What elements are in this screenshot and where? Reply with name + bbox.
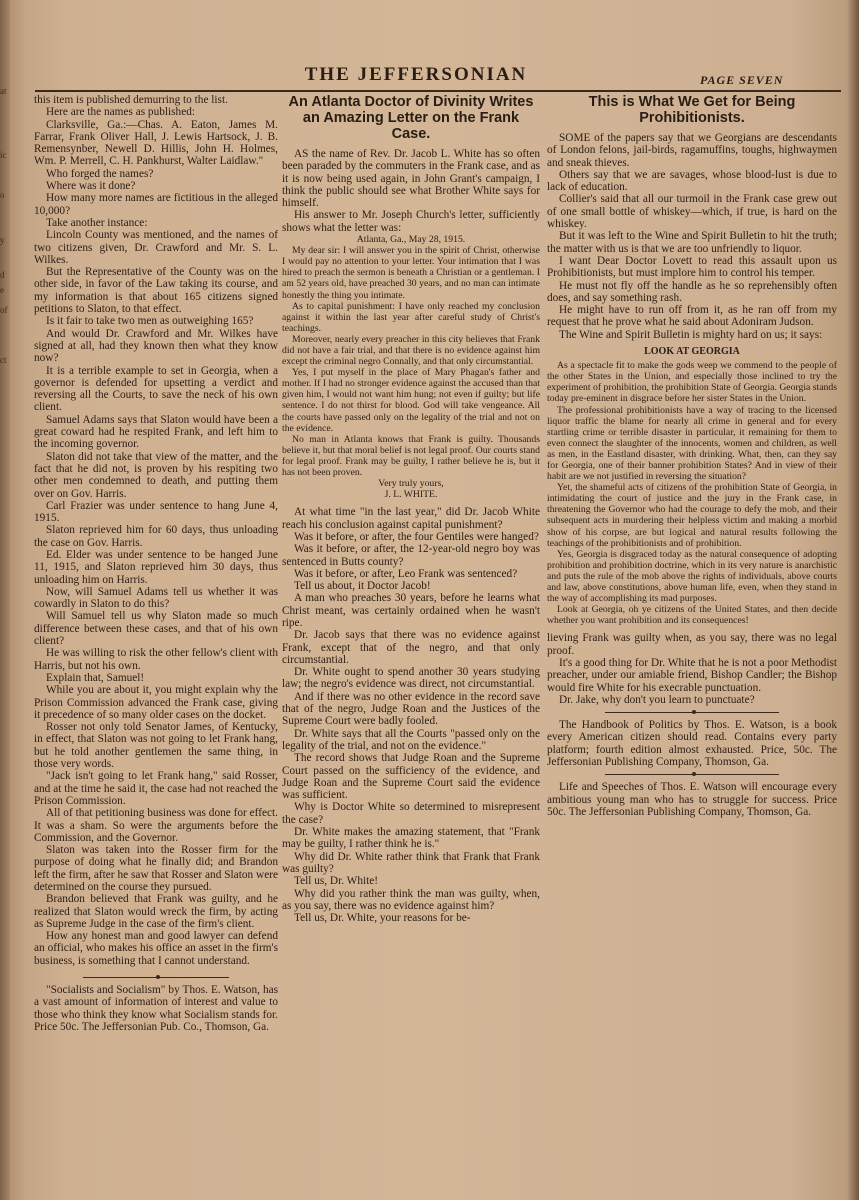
paragraph: "Jack isn't going to let Frank hang," said Rosser, and at the time he said it, the case had not reached the Prison Commission. <box>34 770 278 807</box>
paragraph: Was it before, or after, Leo Frank was sentenced? <box>294 567 518 580</box>
quote-paragraph: Yet, the shameful acts of citizens of the prohibition State of Georgia, in intimidating the court of justice and the jury in the Frank case, in threatening the Governor who had the courage to defy the mob, and their subsequent acts in murdering their helpless victim and making a morbid show of his corpse, are but logical and natural results following the teachings of the prohibitionists and of prohibition. <box>547 482 837 549</box>
paragraph: Dr. Jacob says that there was no evidence against Frank, except that of the negro, and that only circumstantial. <box>282 629 540 666</box>
paragraph: But it was left to the Wine and Spirit Bulletin to hit the truth; the matter with us is that we are too unfriendly to liquor. <box>547 230 837 255</box>
paragraph: The record shows that Judge Roan and the Supreme Court passed on the sufficiency of the evidence, and Judge Roan and the Supreme Court said the evidence was sufficient. <box>282 752 540 802</box>
paragraph: The Wine and Spirit Bulletin is mighty hard on us; it says: <box>559 328 823 341</box>
article-headline: An Atlanta Doctor of Divinity Writes an Amazing Letter on the Frank Case. <box>288 94 534 142</box>
section-divider <box>83 977 229 978</box>
quote-block <box>547 346 837 626</box>
quote-paragraph: Yes, Georgia is disgraced today as the natural consequence of adopting prohibition and prohibition doctrine, which in its very nature is anarchistic and puts the rule of the mob above the rights of individuals, above courts and law, above constitutions, above human life, even, when they stand in the way of accomplishing its mad purposes. <box>547 548 837 605</box>
letter-paragraph: No man in Atlanta knows that Frank is guilty. Thousands believe it, but that moral belief is not legal proof. Our courts stand for legal proof. Frank may be guilty, I rather believe he is, but it has not been proven. <box>282 433 540 479</box>
letter-paragraph: Yes, I put myself in the place of Mary Phagan's father and mother. If I had no stronger evidence against the accused than that given him, I would not want him hung; not even if guilty; but life sentence. I do not thirst for blood. God will take vengeance. All the courts have passed only on the legality of the trial and not on the evidence. <box>282 367 540 434</box>
paragraph: At what time "in the last year," did Dr. Jacob White reach his conclusion against capital punishment? <box>282 506 540 531</box>
advertisement: Life and Speeches of Thos. E. Watson will encourage every ambitious young man who has to struggle for success. Price 50c. The Jeffersonian Publishing Company, Thomson, Ga. <box>547 781 837 818</box>
paragraph: Will Samuel tell us why Slaton made so much difference between these cases, and that of his own client? <box>34 610 278 648</box>
left-page-edge <box>0 0 10 1200</box>
paragraph: And if there was no other evidence in the record save that of the negro, Judge Roan and the Justices of the Supreme Court were badly fooled. <box>282 690 540 728</box>
margin-fragment: ic <box>0 150 7 160</box>
paragraph: Carl Frazier was under sentence to hang June 4, 1915. <box>34 499 278 525</box>
letter-paragraph: Moreover, nearly every preacher in this city believes that Frank did not have a fair trial, and that there is no evidence against him except the criminal negro Connally, and that only circumstantial. <box>282 333 540 368</box>
right-page-edge <box>847 0 859 1200</box>
paragraph: Here are the names as published: <box>46 106 195 119</box>
paragraph: Samuel Adams says that Slaton would have been a great coward had he respited Frank, and left him to the incoming governor. <box>34 413 278 451</box>
letter-block <box>282 234 540 500</box>
section-divider <box>605 774 779 775</box>
paragraph: Was it before, or after, the 12-year-old negro boy was sentenced in Butts county? <box>282 543 540 568</box>
paragraph: Was it before, or after, the four Gentiles were hanged? <box>294 530 539 543</box>
quote-title: LOOK AT GEORGIA <box>644 346 740 358</box>
paragraph: He must not fly off the handle as he so reprehensibly often does, and say something rash. <box>547 279 837 304</box>
paragraph: Tell us about, it Doctor Jacob! <box>294 580 431 593</box>
paragraph: But the Representative of the County was on the other side, in favor of the Law taking its course, and my information is that about 165 citizens signed petitions to Slaton, to that effect. <box>34 266 278 316</box>
paragraph: Slaton did not take that view of the matter, and the fact that he did not, is proven by his respiting two other men condemned to death, and putting them over on Gov. Harris. <box>34 450 278 500</box>
margin-fragment: at <box>0 86 7 96</box>
paragraph: Now, will Samuel Adams tell us whether it was cowardly in Slaton to do this? <box>34 585 278 611</box>
paragraph: All of that petitioning business was done for effect. It was a sham. So were the arguments before the Commission, and the Governor. <box>34 807 278 844</box>
paragraph: lieving Frank was guilty when, as you say, there was no legal proof. <box>547 632 837 657</box>
paragraph: Dr. White makes the amazing statement, that "Frank may be guilty, I rather think he is." <box>282 826 540 851</box>
paragraph: Others say that we are savages, whose blood-lust is due to lack of education. <box>547 168 837 194</box>
paragraph: And would Dr. Crawford and Mr. Wilkes have signed at all, had they known then what they know now? <box>34 327 278 365</box>
paragraph: Dr. White ought to spend another 30 years studying law; the negro's evidence was direct, not circumstantial. <box>282 666 540 691</box>
margin-fragment: y <box>0 235 5 245</box>
column-1 <box>34 94 278 1194</box>
paragraph: I want Dear Doctor Lovett to read this assault upon us Prohibitionists, but must implore him to control his temper. <box>547 254 837 280</box>
paragraph: He was willing to risk the other fellow's client with Harris, but not his own. <box>34 647 278 672</box>
paragraph: How many more names are fictitious in the alleged 10,000? <box>34 192 278 217</box>
paragraph: A man who preaches 30 years, before he learns what Christ meant, was certainly ordained when he wasn't ripe. <box>282 592 540 629</box>
paragraph: Ed. Elder was under sentence to be hanged June 11, 1915, and Slaton reprieved him 30 days, thus unloading him on Harris. <box>34 548 278 586</box>
paragraph: AS the name of Rev. Dr. Jacob L. White has so often been paraded by the commuters in the Frank case, and as it is now being used again, in John Grant's campaign, I think the public should see what Brother White says for himself. <box>282 148 540 210</box>
quote-paragraph: The professional prohibitionists have a way of tracing to the licensed liquor traffic the blame for nearly all crime in general and for every startling crime or terrible disaster in particular, it remaining for them to even connect the slaughter of the innocents, women and children, as well as men, in the Eastland disaster, with drinking. What, then, can they say for Georgia, one of their banner prohibition States? And in view of their habit are we not justified in reversing the situation? <box>547 404 837 483</box>
margin-fragment: ct <box>0 355 7 365</box>
column-2 <box>282 94 540 1194</box>
paragraph: Why did you rather think the man was guilty, when, as you say, there was no evidence against him? <box>282 887 540 912</box>
letter-paragraph: My dear sir: I will answer you in the spirit of Christ, otherwise I would pay no attention to your letter. Your intimation that I was hired to preach the sermon is beneath a Christian or a gentleman. I am 52 years old, have preached 30 years, and no man can intimate honestly the thing you intimate. <box>282 245 540 301</box>
advertisement: The Handbook of Politics by Thos. E. Watson, is a book every American citizen should read. Contains every party platform; fourth edition almost exhausted. Price, 50c. The Jeffersonian Publishing Company, Thomson, Ga. <box>547 719 837 769</box>
paragraph: While you are about it, you might explain why the Prison Commission advanced the Frank case, giving it precedence of so many older cases on the docket. <box>34 684 278 721</box>
column-3 <box>547 94 837 1194</box>
paragraph: Why did Dr. White rather think that Frank that Frank was guilty? <box>282 850 540 875</box>
page-number: PAGE SEVEN <box>700 73 784 87</box>
letter-paragraph: As to capital punishment: I have only reached my conclusion against it within the last year after careful study of Christ's teachings. <box>282 300 540 334</box>
paragraph: Clarksville, Ga.:—Chas. A. Eaton, James M. Farrar, Frank Oliver Hall, J. Lewis Hartsock, J. B. Remensynber, Newell D. Hillis, John H. Holmes, Wm. P. Merrell, C. H. Pankhurst, Walter Laidlaw." <box>34 118 278 168</box>
paragraph: Tell us, Dr. White! <box>294 875 379 888</box>
paragraph: Brandon believed that Frank was guilty, and he realized that Slaton would wreck the firm, by acting as Supreme Judge in the case of the firm's client. <box>34 893 278 930</box>
margin-fragment: o <box>0 190 5 200</box>
section-divider <box>605 712 779 713</box>
paragraph: Collier's said that all our turmoil in the Frank case grew out of one small bottle of whiskey—which, if true, is hard on the whiskey. <box>547 193 837 231</box>
paragraph: Tell us, Dr. White, your reasons for be- <box>294 912 471 925</box>
letter-closing: Very truly yours, <box>378 478 444 490</box>
margin-fragment: of <box>0 305 8 315</box>
paragraph: Why is Doctor White so determined to misrepresent the case? <box>282 801 540 826</box>
paragraph: Lincoln County was mentioned, and the names of two citizens given, Dr. Crawford and Mr. S. L. Wilkes. <box>34 229 278 266</box>
paragraph: Dr. Jake, why don't you learn to punctuate? <box>559 693 755 706</box>
letter-signature: J. L. WHITE. <box>384 489 438 501</box>
margin-fragment: d <box>0 270 5 280</box>
header-rule <box>35 90 841 92</box>
margin-fragment: e <box>0 285 4 295</box>
paragraph: Where was it done? <box>46 180 136 193</box>
paragraph: Explain that, Samuel! <box>46 671 145 684</box>
paragraph: It's a good thing for Dr. White that he is not a poor Methodist preacher, under our amiable friend, Bishop Candler; the Bishop would fire White for his execrable punctuation. <box>547 656 837 694</box>
paragraph: Dr. White says that all the Courts "passed only on the legality of the trial, and not on the evidence." <box>282 727 540 752</box>
paragraph: this item is published demurring to the list. <box>34 94 228 106</box>
advertisement: "Socialists and Socialism" by Thos. E. Watson, has a vast amount of information of interest and value to those who think they know what Socialism stands for. Price 50c. The Jeffersonian Pub. Co., Thomson, Ga. <box>34 984 278 1033</box>
paragraph: SOME of the papers say that we Georgians are descendants of London felons, jail-birds, ragamuffins, toughs, highwaymen and sneak thieves. <box>547 132 837 169</box>
paragraph: Is it fair to take two men as outweighing 165? <box>46 315 254 328</box>
paragraph: His answer to Mr. Joseph Church's letter, sufficiently shows what the letter was: <box>282 209 540 234</box>
letter-dateline: Atlanta, Ga., May 28, 1915. <box>356 234 466 246</box>
article-headline: This is What We Get for Being Prohibitionists. <box>588 94 796 126</box>
paragraph: He might have to run off from it, as he ran off from my request that he prove what he said about Adoniram Judson. <box>547 304 837 329</box>
paragraph: Slaton was taken into the Rosser firm for the purpose of doing what he finally did; and Brandon left the firm, after he saw that Rosser and Slaton were determined on the course they pursued. <box>34 844 278 893</box>
paragraph: It is a terrible example to set in Georgia, when a governor is defended for upsetting a verdict and reversing all the Courts, to save the neck of his own client. <box>34 364 278 414</box>
paragraph: How any honest man and good lawyer can defend an official, who makes his office an asset in the firm's business, is something that I cannot understand. <box>34 930 278 967</box>
masthead: THE JEFFERSONIAN <box>304 64 528 85</box>
quote-paragraph: Look at Georgia, oh ye citizens of the United States, and then decide whether you want prohibition and its consequences! <box>547 604 837 627</box>
paragraph: Rosser not only told Senator James, of Kentucky, in effect, that Slaton was not going to let Frank hang, but he told another gentlemen the same thing, in those very words. <box>34 721 278 771</box>
quote-paragraph: As a spectacle fit to make the gods weep we commend to the people of the other States in the Union, and especially those inclined to try the experiment of prohibition, the prohibition State of Georgia. Georgia stands today pre-eminent in disgrace before her sister States in the Union. <box>547 360 837 405</box>
paragraph: Take another instance: <box>46 216 148 229</box>
paragraph: Slaton reprieved him for 60 days, thus unloading the case on Gov. Harris. <box>34 524 278 549</box>
paragraph: Who forged the names? <box>46 167 154 180</box>
